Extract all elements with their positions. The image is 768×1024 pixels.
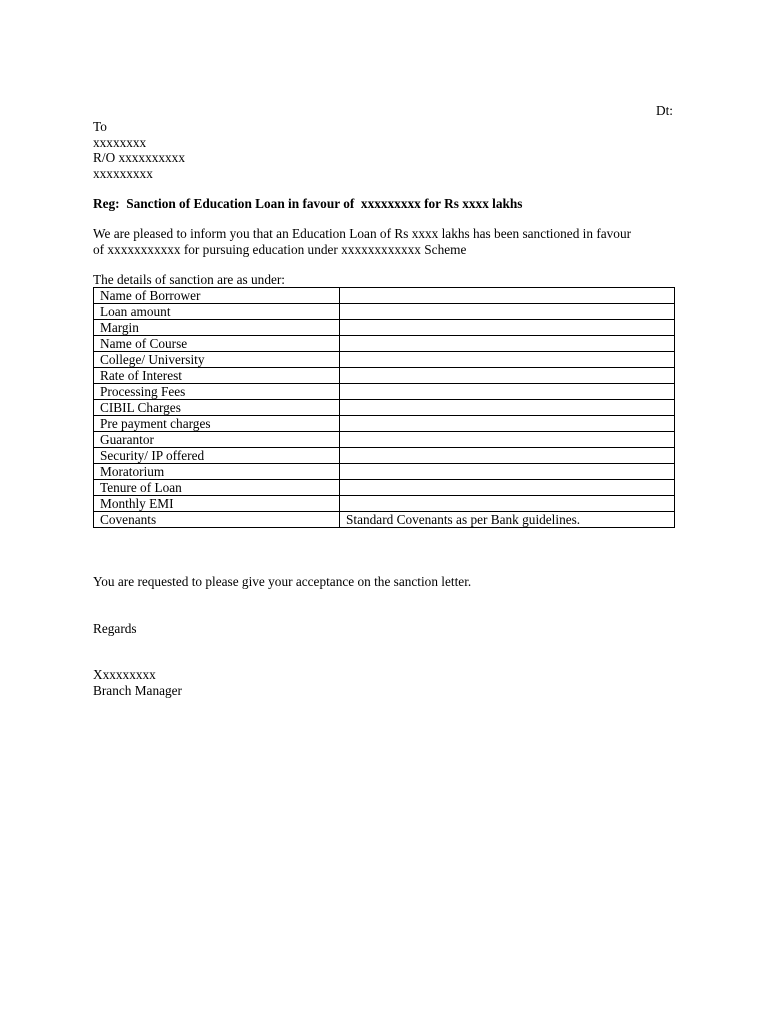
row-value	[340, 352, 675, 368]
row-value	[340, 480, 675, 496]
table-row	[94, 336, 675, 352]
signatory-name: Xxxxxxxxx	[93, 667, 156, 682]
table-row	[94, 320, 675, 336]
table-row	[94, 512, 675, 528]
acceptance-request: You are requested to please give your acceptance on the sanction letter.	[93, 574, 472, 589]
recipient-address	[93, 119, 185, 181]
row-value	[340, 416, 675, 432]
address-residence: R/O xxxxxxxxxx	[93, 150, 185, 165]
signatory-title: Branch Manager	[93, 682, 182, 698]
row-label: Margin	[94, 320, 340, 336]
body-line-1: We are pleased to inform you that an Education Loan of Rs xxxx lakhs has been sanctioned in favour	[93, 226, 632, 241]
signature-block	[93, 667, 182, 698]
table-row	[94, 416, 675, 432]
row-value	[340, 368, 675, 384]
table-row	[94, 304, 675, 320]
row-value	[340, 432, 675, 448]
row-label: Name of Course	[94, 336, 340, 352]
row-value: Standard Covenants as per Bank guidelines.	[340, 512, 675, 528]
row-label: College/ University	[94, 352, 340, 368]
details-intro: The details of sanction are as under:	[93, 272, 285, 287]
row-label: Rate of Interest	[94, 368, 340, 384]
row-value	[340, 464, 675, 480]
address-city: xxxxxxxxx	[93, 165, 153, 181]
row-value	[340, 288, 675, 304]
row-value	[340, 384, 675, 400]
body-line-2: of xxxxxxxxxxx for pursuing education under xxxxxxxxxxxx Scheme	[93, 241, 467, 257]
table-row	[94, 480, 675, 496]
row-label: Loan amount	[94, 304, 340, 320]
subject-line: Reg: Sanction of Education Loan in favour of xxxxxxxxx for Rs xxxx lakhs	[93, 196, 523, 211]
table-row	[94, 352, 675, 368]
row-label: Guarantor	[94, 432, 340, 448]
closing-regards: Regards	[93, 621, 137, 636]
row-label: Name of Borrower	[94, 288, 340, 304]
row-value	[340, 448, 675, 464]
sanction-details-table	[93, 287, 675, 528]
row-label: Tenure of Loan	[94, 480, 340, 496]
row-label: Moratorium	[94, 464, 340, 480]
table-row	[94, 384, 675, 400]
table-row	[94, 288, 675, 304]
table-row	[94, 432, 675, 448]
row-label: Covenants	[94, 512, 340, 528]
address-name: xxxxxxxx	[93, 134, 147, 150]
row-value	[340, 320, 675, 336]
table-row	[94, 368, 675, 384]
row-label: Processing Fees	[94, 384, 340, 400]
row-value	[340, 336, 675, 352]
row-value	[340, 304, 675, 320]
table-row	[94, 448, 675, 464]
row-label: Pre payment charges	[94, 416, 340, 432]
row-value	[340, 496, 675, 512]
row-value	[340, 400, 675, 416]
row-label: Security/ IP offered	[94, 448, 340, 464]
row-label: Monthly EMI	[94, 496, 340, 512]
address-to: To	[93, 119, 107, 134]
table-row	[94, 464, 675, 480]
table-row	[94, 496, 675, 512]
body-paragraph	[93, 226, 683, 257]
table-row	[94, 400, 675, 416]
row-label: CIBIL Charges	[94, 400, 340, 416]
date-label: Dt:	[656, 103, 673, 118]
